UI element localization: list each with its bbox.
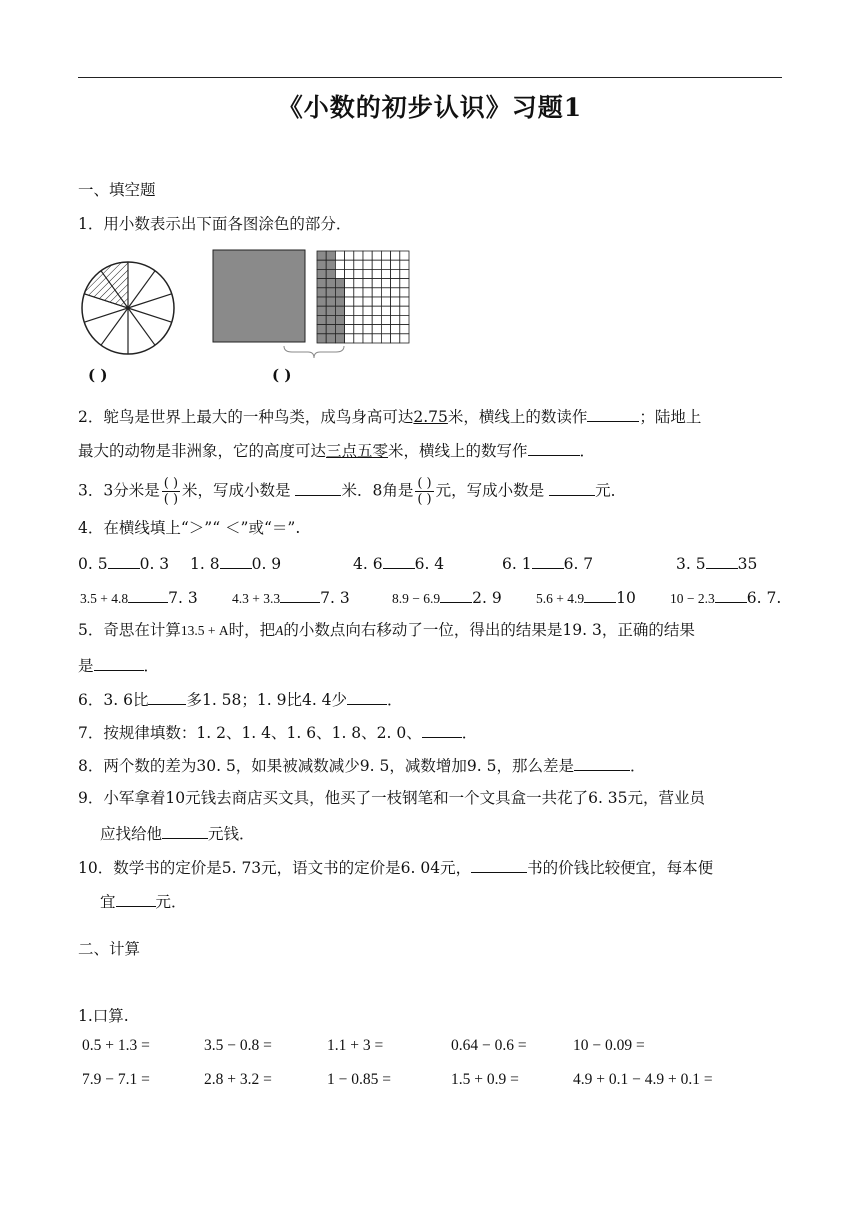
- question-2-line-1: 2．鸵鸟是世界上最大的一种鸟类，成鸟身高可达2.75米，横线上的数读作 ；陆地上: [78, 405, 701, 427]
- calc-item: 1 − 0.85 =: [327, 1071, 391, 1088]
- answer-blank[interactable]: [295, 479, 341, 496]
- calc-item: 0.5 + 1.3 =: [82, 1037, 150, 1054]
- grid-cell: [400, 325, 409, 334]
- grid-cell: [345, 288, 354, 297]
- answer-blank[interactable]: [422, 721, 462, 738]
- grid-cell: [326, 288, 335, 297]
- question-5-line-2: 是 ．: [78, 654, 159, 676]
- grid-cell: [372, 334, 381, 343]
- grid-cell: [372, 288, 381, 297]
- grid-cell: [391, 260, 400, 269]
- grid-cell: [381, 260, 390, 269]
- grid-cell: [400, 306, 409, 315]
- grid-cell: [391, 288, 400, 297]
- grid-cell: [372, 325, 381, 334]
- grid-cell: [345, 260, 354, 269]
- grid-cell: [326, 297, 335, 306]
- grid-cell: [317, 334, 326, 343]
- grid-cell: [372, 269, 381, 278]
- grid-cell: [326, 269, 335, 278]
- grid-cell: [391, 297, 400, 306]
- answer-blank[interactable]: [116, 890, 156, 907]
- calc-item: 0.64 − 0.6 =: [451, 1037, 527, 1054]
- question-9-line-2: 应找给他 元钱．: [100, 822, 255, 844]
- grid-cell: [335, 315, 344, 324]
- grid-cell: [317, 315, 326, 324]
- grid-cell: [381, 288, 390, 297]
- grid-cell: [400, 279, 409, 288]
- question-3: 3．3分米是 $\frac{( )}{( )}$ 米，写成小数是 米．8角是 $\frac{( )}{( )}$ 元，写成小数是 元．: [78, 476, 627, 507]
- grid-cell: [372, 306, 381, 315]
- grid-cell: [363, 334, 372, 343]
- answer-blank[interactable]: [148, 688, 186, 705]
- answer-blank[interactable]: [587, 405, 639, 422]
- calc-item: 2.8 + 3.2 =: [204, 1071, 272, 1088]
- answer-blank[interactable]: [715, 586, 747, 603]
- answer-blank[interactable]: [383, 552, 415, 569]
- question-9-line-1: 9．小军拿着10元钱去商店买文具，他买了一枝钢笔和一个文具盒一共花了6. 35元，营业员: [78, 789, 706, 807]
- grid-cell: [363, 260, 372, 269]
- grid-cell: [326, 279, 335, 288]
- question-5-line-1: 5．奇思在计算13.5 + A时，把A的小数点向右移动了一位，得出的结果是19. 3，正确的结果: [78, 621, 695, 639]
- grid-cell: [363, 315, 372, 324]
- grid-cell: [372, 315, 381, 324]
- answer-paren-a: ( ): [88, 366, 108, 384]
- grid-cell: [345, 325, 354, 334]
- grid-cell: [317, 279, 326, 288]
- grid-cell: [335, 269, 344, 278]
- question-8: 8．两个数的差为30. 5，如果被减数减少9. 5，减数增加9. 5，那么差是 ．: [78, 754, 645, 776]
- grid-cell: [345, 315, 354, 324]
- grid-cell: [354, 288, 363, 297]
- answer-blank[interactable]: [471, 856, 527, 873]
- answer-blank[interactable]: [220, 552, 252, 569]
- calc-item: 1.5 + 0.9 =: [451, 1071, 519, 1088]
- grid-cell: [381, 315, 390, 324]
- question-4: 4．在横线填上“＞”“ ＜”或“＝”.: [78, 519, 301, 537]
- answer-blank[interactable]: [574, 754, 630, 771]
- grid-cell: [354, 260, 363, 269]
- question-7: 7．按规律填数：1. 2、1. 4、1. 6、1. 8、2. 0、 ．: [78, 721, 477, 743]
- question-10-line-1: 10．数学书的定价是5. 73元，语文书的定价是6. 04元， 书的价钱比较便宜，每本便: [78, 856, 713, 878]
- fraction-blank: $\frac{( )}{( )}$: [163, 476, 179, 507]
- grid-cell: [335, 260, 344, 269]
- grid-cell: [391, 279, 400, 288]
- grid-cell: [381, 251, 390, 260]
- answer-blank[interactable]: [347, 688, 387, 705]
- grid-cell: [345, 269, 354, 278]
- grid-cell: [391, 251, 400, 260]
- answer-blank[interactable]: [706, 552, 738, 569]
- answer-blank[interactable]: [584, 586, 616, 603]
- grid-cell: [391, 334, 400, 343]
- grid-cell: [391, 269, 400, 278]
- question-10-line-2: 宜 元．: [100, 890, 187, 912]
- grid-cell: [391, 325, 400, 334]
- grid-cell: [326, 315, 335, 324]
- grid-cell: [335, 288, 344, 297]
- grid-cell: [335, 325, 344, 334]
- grid-cell: [345, 279, 354, 288]
- answer-blank[interactable]: [128, 586, 168, 603]
- grid-cell: [354, 325, 363, 334]
- grid-cell: [317, 325, 326, 334]
- calc-item: 7.9 − 7.1 =: [82, 1071, 150, 1088]
- question-6: 6．3. 6比 多1. 58；1. 9比4. 4少 ．: [78, 688, 403, 710]
- grid-cell: [354, 334, 363, 343]
- answer-blank[interactable]: [280, 586, 320, 603]
- grid-cell: [335, 279, 344, 288]
- grid-cell: [372, 297, 381, 306]
- grid-cell: [335, 334, 344, 343]
- grid-cell: [345, 306, 354, 315]
- grid-cell: [363, 251, 372, 260]
- grid-cell: [326, 334, 335, 343]
- calc-item: 10 − 0.09 =: [573, 1037, 645, 1054]
- grid-cell: [317, 288, 326, 297]
- grid-cell: [317, 269, 326, 278]
- grid-cell: [363, 269, 372, 278]
- grid-cell: [381, 269, 390, 278]
- grid-cell: [354, 306, 363, 315]
- grid-cell: [372, 279, 381, 288]
- grid-cell: [354, 315, 363, 324]
- grid-cell: [335, 251, 344, 260]
- grid-cell: [372, 260, 381, 269]
- section-heading-1: 一、填空题: [78, 181, 156, 199]
- grid-cell: [326, 260, 335, 269]
- grid-cell: [400, 315, 409, 324]
- grid-cell: [345, 334, 354, 343]
- grid-cell: [326, 306, 335, 315]
- grid-cell: [363, 297, 372, 306]
- grid-cell: [363, 279, 372, 288]
- grid-cell: [400, 334, 409, 343]
- answer-blank[interactable]: [440, 586, 472, 603]
- grid-cell: [381, 334, 390, 343]
- calc-item: 4.9 + 0.1 − 4.9 + 0.1 =: [573, 1071, 713, 1088]
- question-2-line-2: 最大的动物是非洲象，它的高度可达三点五零米，横线上的数写作 ．: [78, 439, 595, 461]
- answer-blank[interactable]: [549, 479, 595, 496]
- grid-cell: [317, 251, 326, 260]
- answer-blank[interactable]: [532, 552, 564, 569]
- grid-cell: [363, 325, 372, 334]
- grid-cell: [400, 251, 409, 260]
- answer-blank[interactable]: [528, 439, 580, 456]
- fraction-blank: $\frac{( )}{( )}$: [417, 476, 432, 507]
- question-1: 1．用小数表示出下面各图涂色的部分．: [78, 215, 352, 233]
- answer-blank[interactable]: [108, 552, 140, 569]
- grid-cell: [391, 306, 400, 315]
- grid-cell: [345, 297, 354, 306]
- square-grid-figure: [212, 248, 412, 360]
- grid-cell: [381, 306, 390, 315]
- grid-cell: [363, 306, 372, 315]
- grid-cell: [354, 251, 363, 260]
- calc-title: 1.口算.: [78, 1007, 129, 1025]
- grid-cell: [317, 297, 326, 306]
- circle-fraction-figure: [78, 256, 178, 356]
- grid-cell: [372, 251, 381, 260]
- grid-cell: [400, 297, 409, 306]
- grid-cell: [345, 251, 354, 260]
- grid-cell: [400, 288, 409, 297]
- grid-cell: [354, 279, 363, 288]
- answer-paren-b: ( ): [272, 366, 292, 384]
- calc-item: 3.5 − 0.8 =: [204, 1037, 272, 1054]
- page-title: 《小数的初步认识》习题1: [277, 93, 583, 122]
- grid-cell: [335, 297, 344, 306]
- top-rule: [78, 77, 782, 78]
- grid-cell: [400, 260, 409, 269]
- grid-cell: [354, 297, 363, 306]
- grid-cell: [400, 269, 409, 278]
- grid-cell: [326, 325, 335, 334]
- grid-cell: [326, 251, 335, 260]
- grid-cell: [354, 269, 363, 278]
- calc-item: 1.1 + 3 =: [327, 1037, 384, 1054]
- grid-cell: [381, 279, 390, 288]
- grid-cell: [317, 306, 326, 315]
- grid-cell: [381, 297, 390, 306]
- grid-cell: [335, 306, 344, 315]
- answer-blank[interactable]: [94, 654, 144, 671]
- grid-cell: [381, 325, 390, 334]
- grid-cell: [391, 315, 400, 324]
- section-heading-2: 二、计算: [78, 940, 141, 958]
- answer-blank[interactable]: [162, 822, 208, 839]
- grid-cell: [317, 260, 326, 269]
- grid-cell: [363, 288, 372, 297]
